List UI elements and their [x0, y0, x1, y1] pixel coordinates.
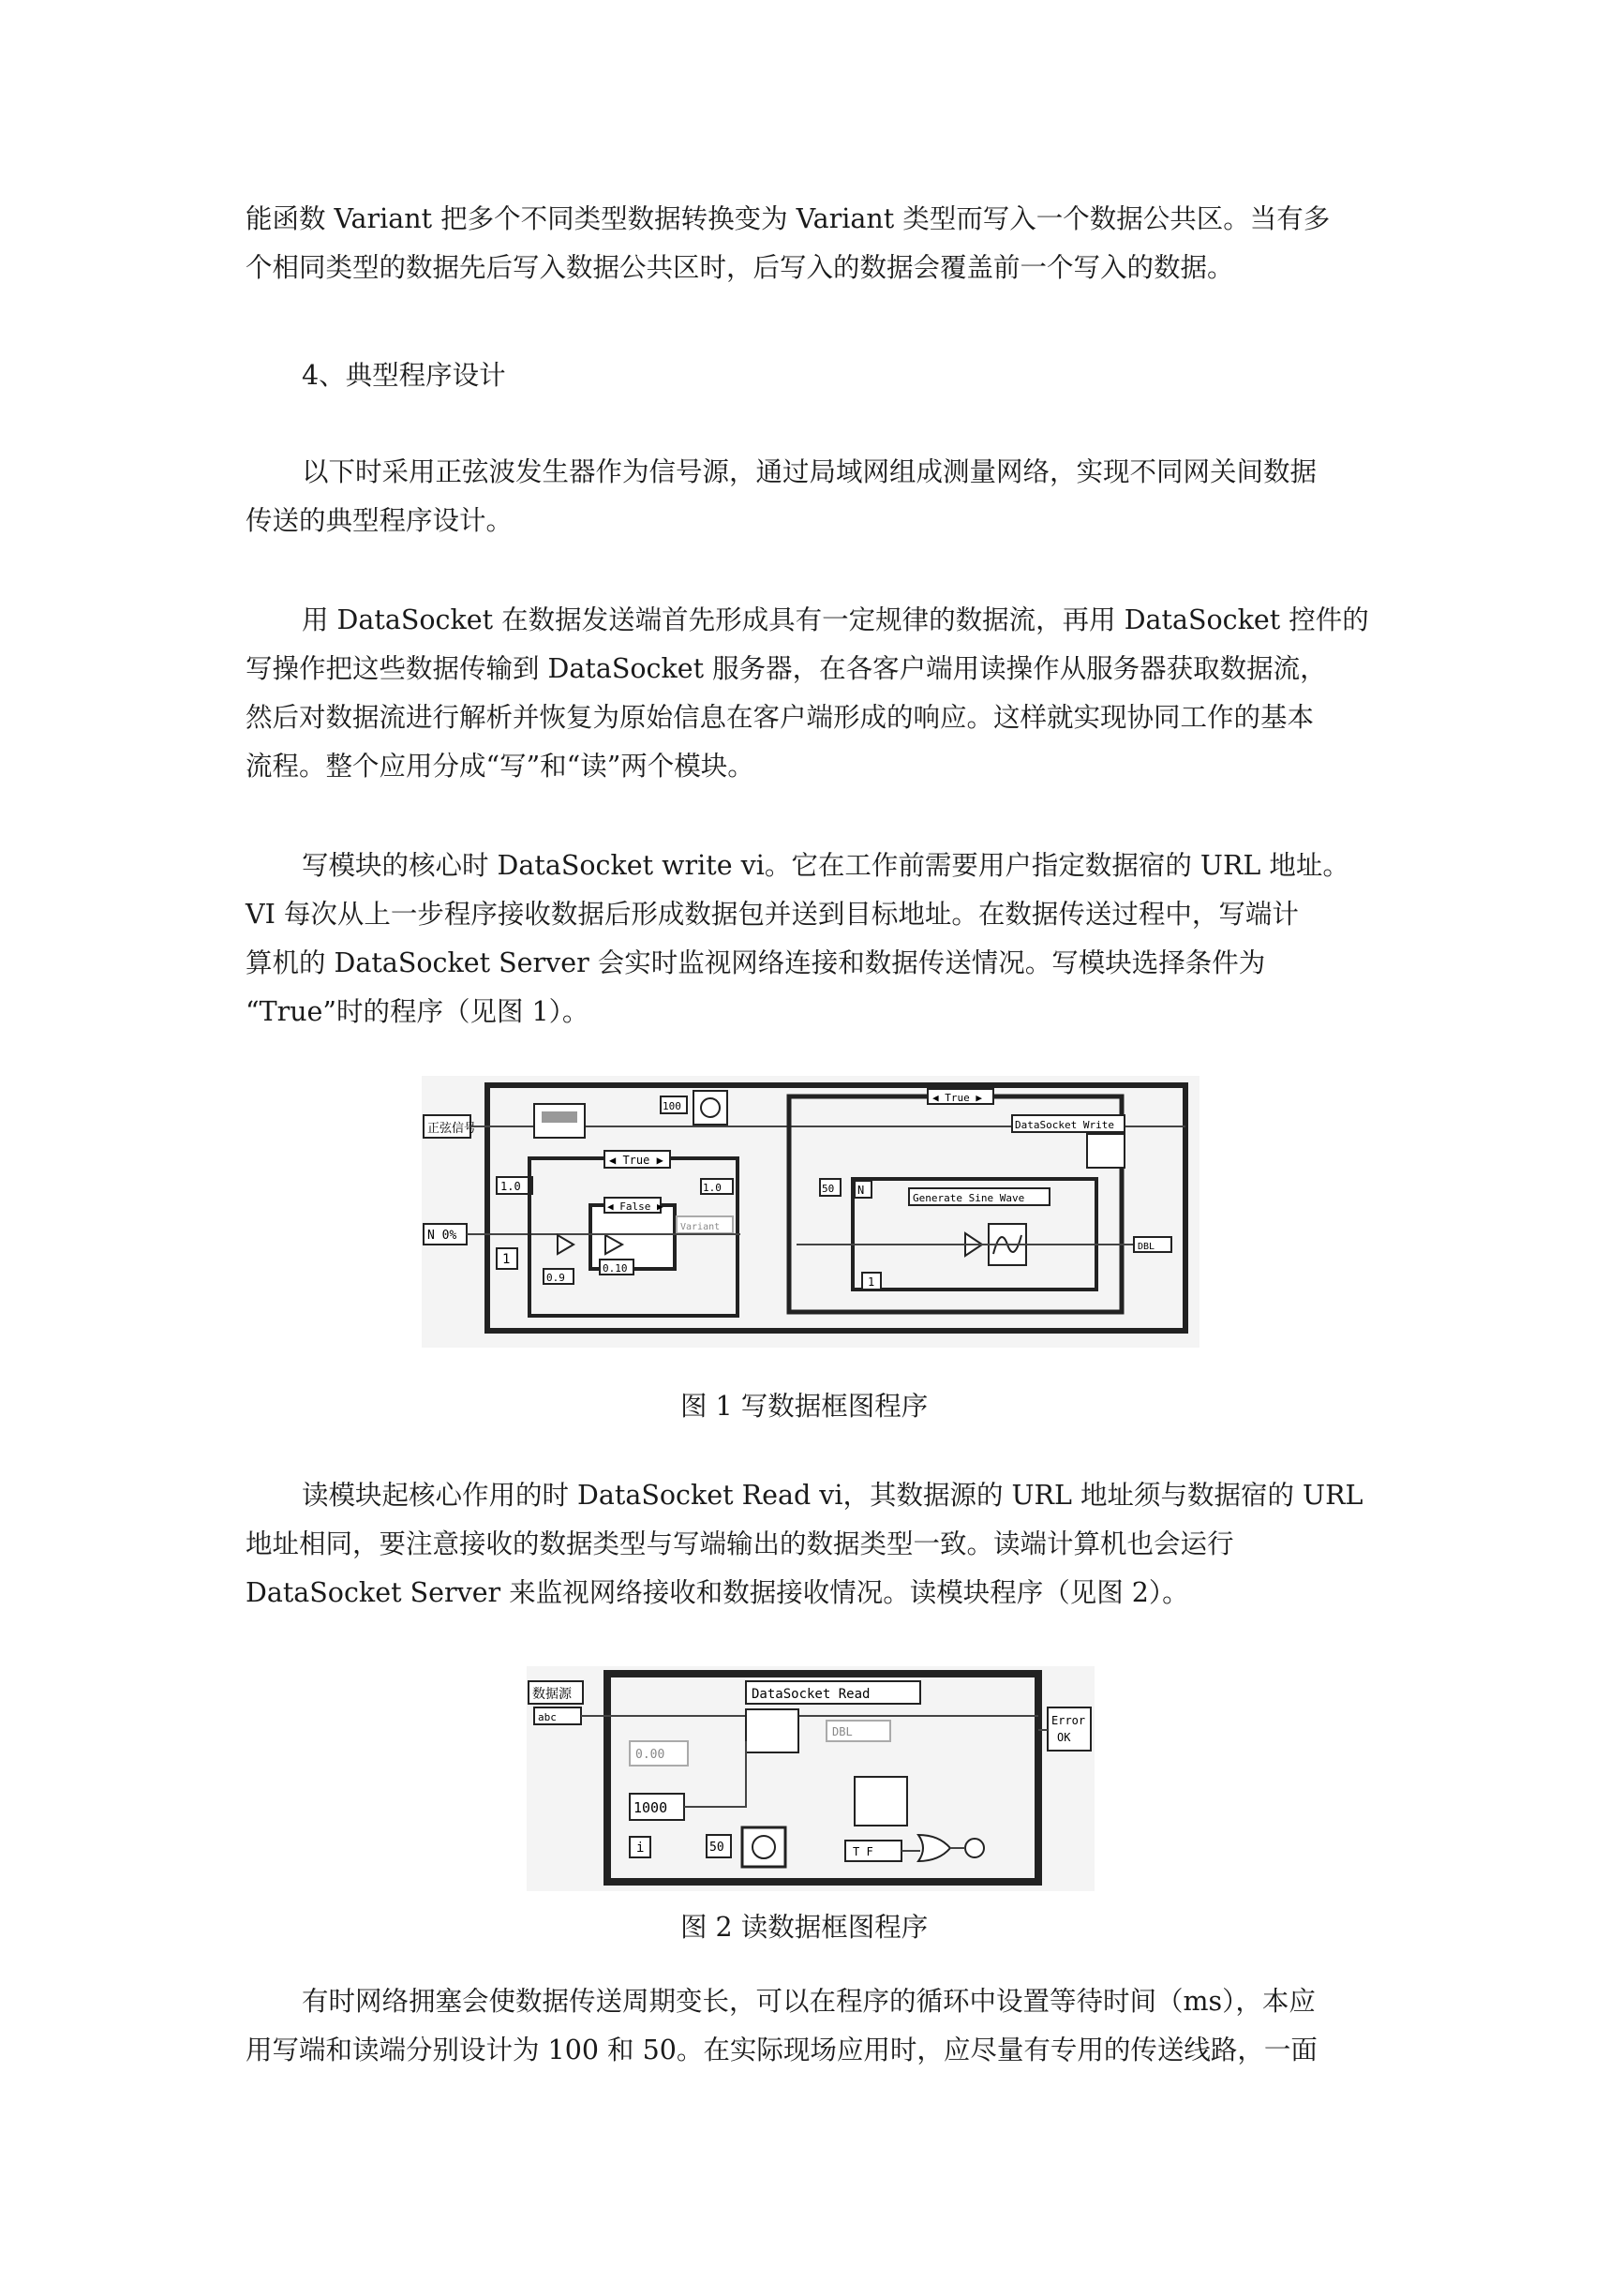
dbl-label: DBL — [832, 1725, 853, 1738]
read-block-diagram — [527, 1666, 1095, 1891]
figure-read-block-diagram — [527, 1666, 1095, 1891]
text-line: 算机的 DataSocket Server 会实时监视网络连接和数据传送情况。写模块选择条件为 — [246, 947, 1266, 978]
dbl-label: DBL — [1138, 1242, 1155, 1252]
paragraph-intro — [246, 448, 1381, 545]
tf-label: T F — [853, 1845, 873, 1858]
wait-timer-icon — [742, 1827, 785, 1867]
text-line: 传送的典型程序设计。 — [246, 505, 514, 536]
text-line: VI 每次从上一步程序接收数据后形成数据包并送到目标地址。在数据传送过程中，写端计 — [246, 899, 1299, 930]
error-label: Error — [1051, 1714, 1086, 1727]
generate-sine-label: Generate Sine Wave — [913, 1192, 1025, 1204]
source-sub-label: abc — [538, 1711, 557, 1723]
text-line: 然后对数据流进行解析并恢复为原始信息在客户端形成的响应。这样就实现协同工作的基本 — [246, 702, 1315, 733]
const-label: 0.9 — [546, 1272, 565, 1284]
case-true-label: ◀ True ▶ — [609, 1154, 663, 1167]
text-line: 个相同类型的数据先后写入数据公共区时，后写入的数据会覆盖前一个写入的数据。 — [246, 252, 1234, 283]
text-line: 读模块起核心作用的时 DataSocket Read vi，其数据源的 URL 地址须与数据宿的 URL — [302, 1480, 1363, 1511]
stop-terminal-icon — [965, 1839, 984, 1857]
text-line: 以下时采用正弦波发生器作为信号源，通过局域网组成测量网络，实现不同网关间数据 — [302, 456, 1318, 487]
timeout-const-label: 1000 — [633, 1799, 668, 1816]
paragraph-datasocket-flow — [246, 596, 1381, 791]
figure-2-caption: 图 2 读数据框图程序 — [680, 1912, 929, 1943]
datasocket-read-icon — [746, 1709, 798, 1752]
paragraph-read-module — [246, 1471, 1381, 1618]
wait-const-label: 50 — [709, 1841, 724, 1855]
error-sub-label: OK — [1057, 1731, 1071, 1744]
figure-1-caption: 图 1 写数据框图程序 — [680, 1391, 929, 1422]
text-line: 用写端和读端分别设计为 100 和 50。在实际现场应用时，应尽量有专用的传送线路，一面 — [246, 2035, 1318, 2065]
const-label: 0.10 — [603, 1262, 628, 1275]
datasocket-write-label: DataSocket Write — [1015, 1119, 1114, 1131]
write-block-diagram — [422, 1076, 1199, 1348]
wait-const-label: 100 — [663, 1100, 681, 1112]
text-line: 能函数 Variant 把多个不同类型数据转换变为 Variant 类型而写入一个数据公共区。当有多 — [246, 203, 1331, 234]
text-line: 地址相同，要注意接收的数据类型与写端输出的数据类型一致。读端计算机也会运行 — [246, 1528, 1234, 1559]
url-label: N 0% — [427, 1229, 457, 1243]
source-label: 数据源 — [532, 1687, 572, 1702]
unbundle-node — [855, 1777, 907, 1826]
case-true-label: ◀ True ▶ — [932, 1092, 982, 1104]
section-heading: 4、典型程序设计 — [302, 360, 506, 391]
text-line: 流程。整个应用分成“写”和“读”两个模块。 — [246, 751, 754, 782]
loop-n-label: N — [857, 1184, 865, 1197]
source-label: 正弦信号 — [427, 1122, 477, 1136]
numeric-label: 1.0 — [500, 1180, 521, 1193]
zero-const-label: 0.00 — [635, 1748, 665, 1762]
case-false-label: ◀ False ▶ — [607, 1200, 663, 1213]
text-line: “True”时的程序（见图 1）。 — [246, 996, 589, 1027]
datasocket-read-label: DataSocket Read — [752, 1687, 871, 1702]
wait-timer-icon — [693, 1091, 727, 1125]
figure-write-block-diagram — [422, 1076, 1199, 1348]
text-line: DataSocket Server 来监视网络接收和数据接收情况。读模块程序（见图 2）。 — [246, 1577, 1189, 1608]
paragraph-variant — [246, 195, 1381, 292]
paragraph-write-module — [246, 842, 1381, 1036]
text-line: 有时网络拥塞会使数据传送周期变长，可以在程序的循环中设置等待时间（ms），本应 — [302, 1986, 1316, 2017]
text-line: 写模块的核心时 DataSocket write vi。它在工作前需要用户指定数据宿的 URL 地址。 — [302, 850, 1349, 881]
text-line: 用 DataSocket 在数据发送端首先形成具有一定规律的数据流，再用 DataSocket 控件的 — [302, 604, 1369, 635]
timer-label: 1.0 — [703, 1182, 722, 1194]
loop-count-label: 50 — [822, 1183, 835, 1195]
iteration-label: i — [636, 1841, 645, 1856]
iteration-label: 1 — [868, 1275, 875, 1289]
text-line: 写操作把这些数据传输到 DataSocket 服务器，在各客户端用读操作从服务器获取数据流， — [246, 653, 1327, 684]
paragraph-network-delay — [246, 1977, 1381, 2075]
variant-label: Variant — [680, 1222, 721, 1232]
iteration-label: 1 — [502, 1252, 511, 1267]
